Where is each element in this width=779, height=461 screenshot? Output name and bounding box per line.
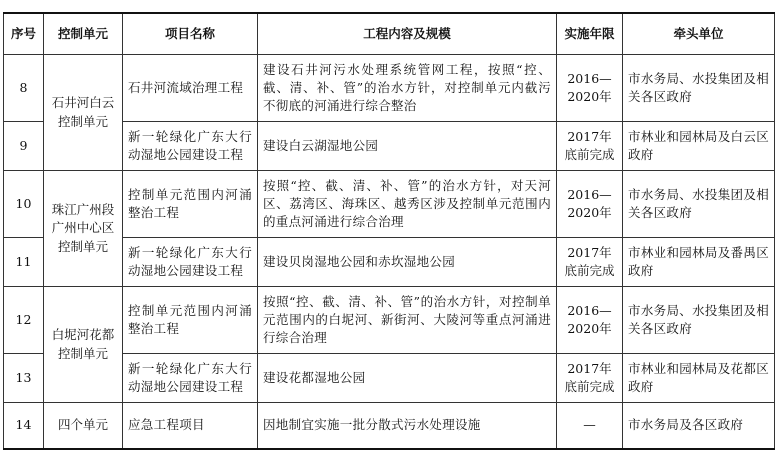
project-content: 建设石井河污水处理系统管网工程，按照“控、截、清、补、管”的治水方针，对控制单元内截污不彻底的河涌进行综合整治 [258,55,557,122]
control-unit-cell: 白坭河花都控制单元 [44,287,123,403]
row-number: 9 [4,122,44,171]
project-name: 新一轮绿化广东大行动湿地公园建设工程 [123,354,258,403]
project-years: 2016—2020年 [557,55,623,122]
row-number: 8 [4,55,44,122]
project-content: 建设白云湖湿地公园 [258,122,557,171]
project-content: 按照“控、截、清、补、管”的治水方针，对天河区、荔湾区、海珠区、越秀区涉及控制单元范围内的重点河涌进行综合治理 [258,171,557,238]
project-years: 2017年底前完成 [557,238,623,287]
project-name: 应急工程项目 [123,403,258,449]
project-years: 2016—2020年 [557,287,623,354]
row-number: 14 [4,403,44,449]
project-name: 控制单元范围内河涌整治工程 [123,287,258,354]
project-years: — [557,403,623,449]
header-cell-lead: 牵头单位 [623,13,775,55]
control-unit-cell: 四个单元 [44,403,123,449]
row-number: 13 [4,354,44,403]
lead-unit: 市林业和园林局及花都区政府 [623,354,775,403]
table-row [4,55,775,122]
lead-unit: 市水务局、水投集团及相关各区政府 [623,171,775,238]
project-content: 建设花都湿地公园 [258,354,557,403]
projects-table [3,12,775,450]
project-years: 2016—2020年 [557,171,623,238]
row-number: 12 [4,287,44,354]
lead-unit: 市水务局、水投集团及相关各区政府 [623,287,775,354]
control-unit-cell: 石井河白云控制单元 [44,55,123,171]
header-cell-unit: 控制单元 [44,13,123,55]
project-content: 因地制宜实施一批分散式污水处理设施 [258,403,557,449]
table-row [4,171,775,238]
row-number: 10 [4,171,44,238]
project-name: 控制单元范围内河涌整治工程 [123,171,258,238]
row-number: 11 [4,238,44,287]
lead-unit: 市水务局及各区政府 [623,403,775,449]
table-row [4,403,775,449]
header-cell-no: 序号 [4,13,44,55]
header-cell-years: 实施年限 [557,13,623,55]
header-cell-content: 工程内容及规模 [258,13,557,55]
project-content: 按照“控、截、清、补、管”的治水方针，对控制单元范围内的白坭河、新街河、大陵河等重点河涌进行综合治理 [258,287,557,354]
table-row [4,287,775,354]
project-content: 建设贝岗湿地公园和赤坎湿地公园 [258,238,557,287]
lead-unit: 市水务局、水投集团及相关各区政府 [623,55,775,122]
project-name: 新一轮绿化广东大行动湿地公园建设工程 [123,122,258,171]
control-unit-cell: 珠江广州段广州中心区控制单元 [44,171,123,287]
project-name: 新一轮绿化广东大行动湿地公园建设工程 [123,238,258,287]
lead-unit: 市林业和园林局及白云区政府 [623,122,775,171]
project-name: 石井河流域治理工程 [123,55,258,122]
header-cell-name: 项目名称 [123,13,258,55]
lead-unit: 市林业和园林局及番禺区政府 [623,238,775,287]
header-row [4,13,775,55]
project-years: 2017年底前完成 [557,122,623,171]
project-years: 2017年底前完成 [557,354,623,403]
